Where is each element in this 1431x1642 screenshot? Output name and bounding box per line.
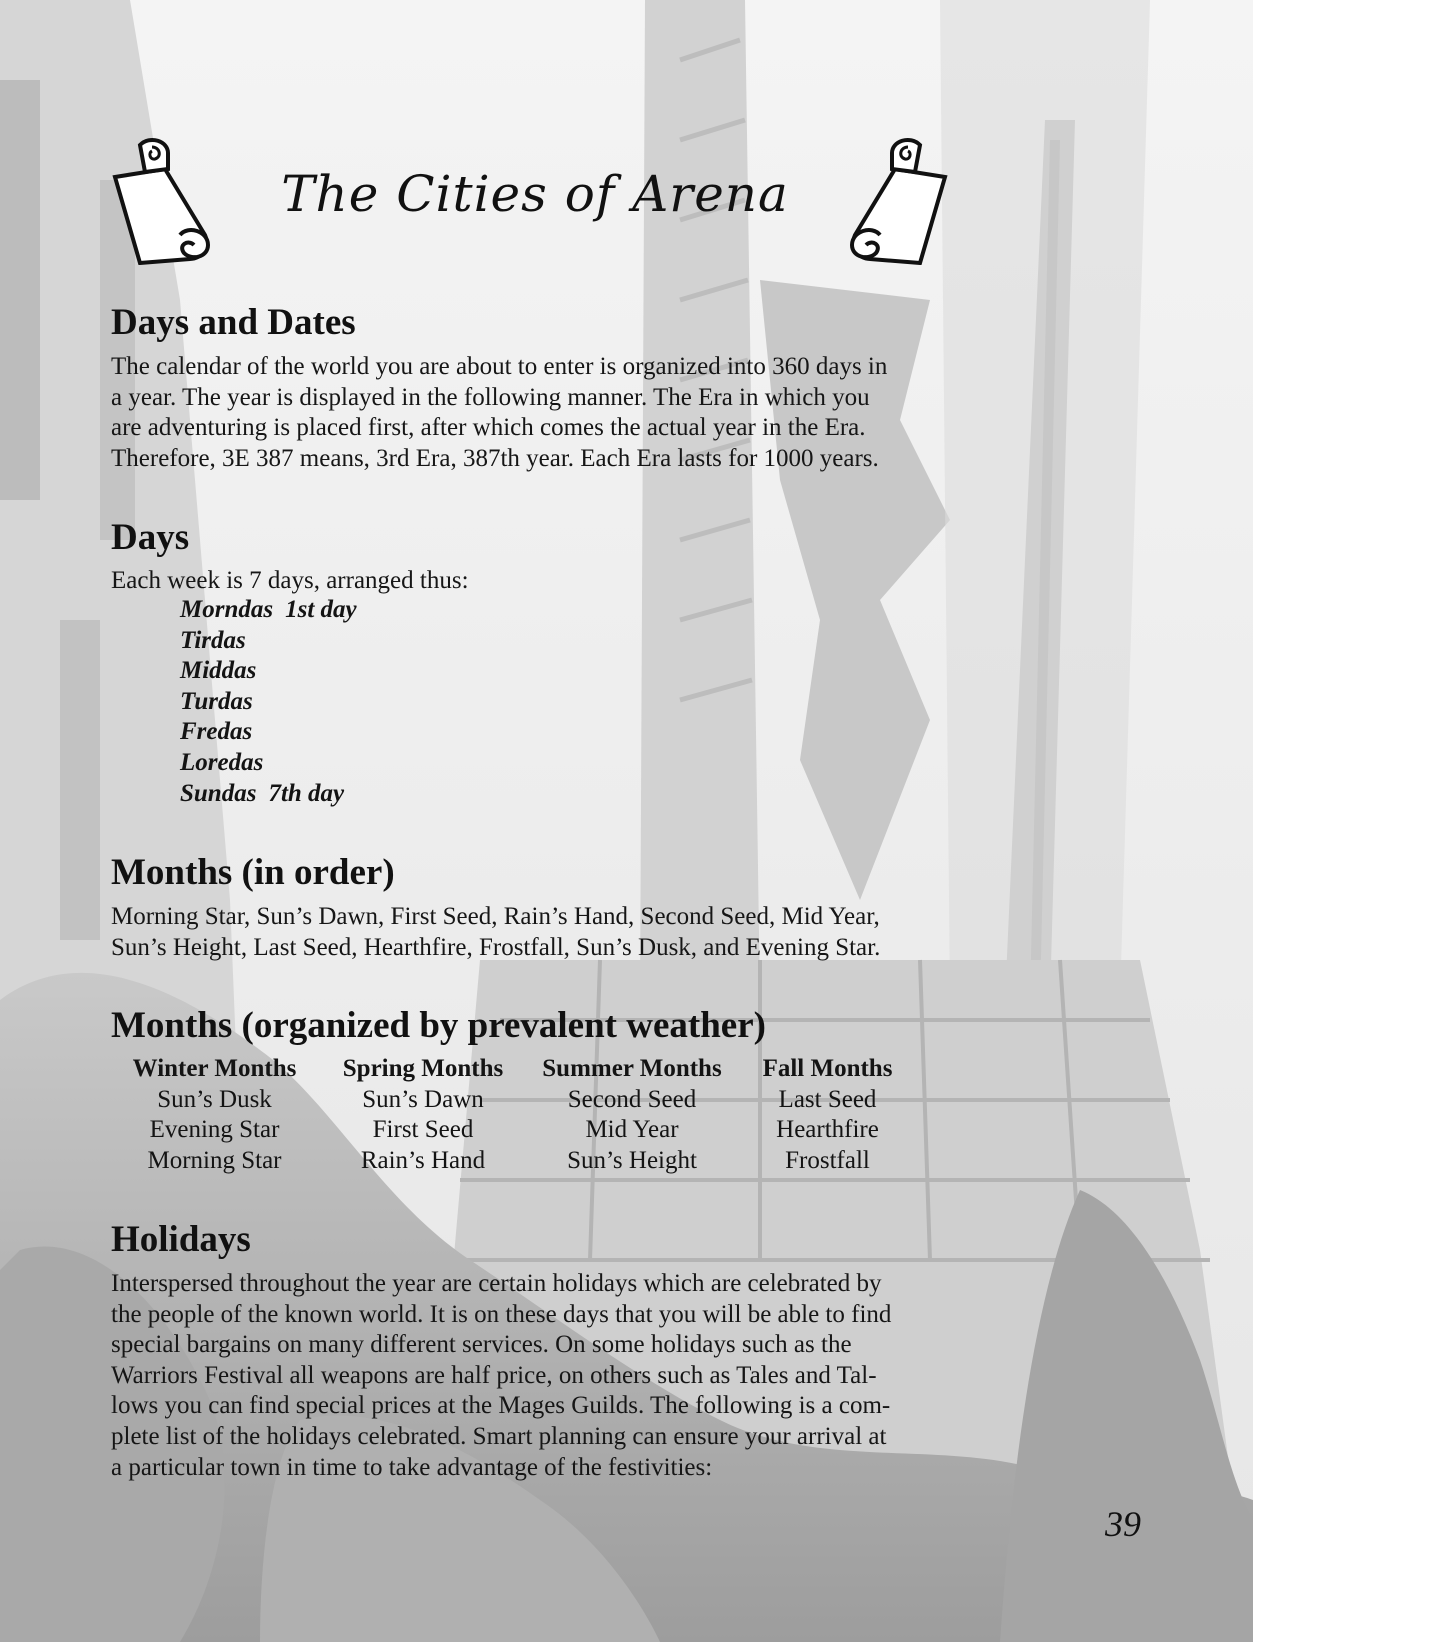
table-cell: Sun’s Dusk xyxy=(157,1085,272,1113)
section-heading-holidays: Holidays xyxy=(111,1219,251,1260)
paragraph-line: a particular town in time to take advantage of the festivities: xyxy=(111,1453,713,1481)
table-cell: Mid Year xyxy=(585,1116,679,1144)
paragraph-line: lows you can find special prices at the Mages Guilds. The following is a com- xyxy=(111,1392,891,1420)
paragraph-line: The calendar of the world you are about to enter is organized into 360 days in xyxy=(111,353,888,380)
days-and-dates-paragraph xyxy=(111,352,951,474)
title-banner xyxy=(110,135,950,270)
table-cell: Sun’s Height xyxy=(567,1146,697,1174)
months-order-paragraph xyxy=(111,902,951,963)
weekday-item: Morndas 1st day xyxy=(180,596,357,623)
page-title: The Cities of Arena xyxy=(281,165,789,223)
section-heading-days: Days xyxy=(111,517,190,558)
scroll-icon xyxy=(840,135,950,265)
weekday-item: Middas xyxy=(180,657,257,685)
weekday-item: Turdas xyxy=(180,687,253,715)
paragraph-line: Interspersed throughout the year are certain holidays which are celebrated by xyxy=(111,1270,882,1297)
paragraph-line: Warriors Festival all weapons are half price, on others such as Tales and Tal- xyxy=(111,1361,877,1389)
table-header-row xyxy=(111,1054,919,1085)
section-heading-months-order: Months (in order) xyxy=(111,852,395,893)
holidays-paragraph xyxy=(111,1269,951,1483)
table-row xyxy=(111,1146,919,1177)
scroll-icon xyxy=(110,135,220,265)
column-header: Fall Months xyxy=(762,1055,893,1082)
section-heading-days-and-dates: Days and Dates xyxy=(111,302,356,343)
column-header: Winter Months xyxy=(132,1055,297,1082)
weekday-item: Loredas xyxy=(180,748,264,776)
column-header: Spring Months xyxy=(342,1055,504,1082)
paragraph-line: plete list of the holidays celebrated. Smart planning can ensure your arrival at xyxy=(111,1422,887,1450)
paragraph-line: are adventuring is placed first, after which comes the actual year in the Era. xyxy=(111,414,866,442)
table-cell: Frostfall xyxy=(785,1146,870,1174)
days-intro: Each week is 7 days, arranged thus: xyxy=(111,567,469,594)
table-cell: Rain’s Hand xyxy=(360,1146,486,1174)
table-cell: Morning Star xyxy=(147,1146,282,1174)
weekday-item: Tirdas xyxy=(180,626,246,654)
months-weather-table xyxy=(111,1054,919,1176)
paragraph-line: the people of the known world. It is on these days that you will be able to find xyxy=(111,1300,892,1328)
table-cell: Evening Star xyxy=(149,1116,280,1144)
weekday-list xyxy=(180,595,357,809)
paragraph-line: Therefore, 3E 387 means, 3rd Era, 387th year. Each Era lasts for 1000 years. xyxy=(111,444,879,472)
paragraph-line: a year. The year is displayed in the following manner. The Era in which you xyxy=(111,383,870,411)
paragraph-line: Sun’s Height, Last Seed, Hearthfire, Frostfall, Sun’s Dusk, and Evening Star. xyxy=(111,933,881,961)
table-cell: Last Seed xyxy=(778,1085,877,1113)
table-cell: First Seed xyxy=(372,1116,474,1144)
weekday-item: Fredas xyxy=(180,718,253,746)
paragraph-line: special bargains on many different services. On some holidays such as the xyxy=(111,1331,852,1359)
column-header: Summer Months xyxy=(542,1055,722,1082)
table-row xyxy=(111,1085,919,1116)
section-heading-months-weather: Months (organized by prevalent weather) xyxy=(111,1005,766,1046)
weekday-item: Sundas 7th day xyxy=(180,779,345,807)
paragraph-line: Morning Star, Sun’s Dawn, First Seed, Rain’s Hand, Second Seed, Mid Year, xyxy=(111,903,880,930)
table-cell: Second Seed xyxy=(567,1085,697,1113)
table-cell: Sun’s Dawn xyxy=(362,1085,484,1113)
table-row xyxy=(111,1115,919,1146)
table-cell: Hearthfire xyxy=(776,1116,879,1144)
page-number: 39 xyxy=(1105,1504,1141,1544)
